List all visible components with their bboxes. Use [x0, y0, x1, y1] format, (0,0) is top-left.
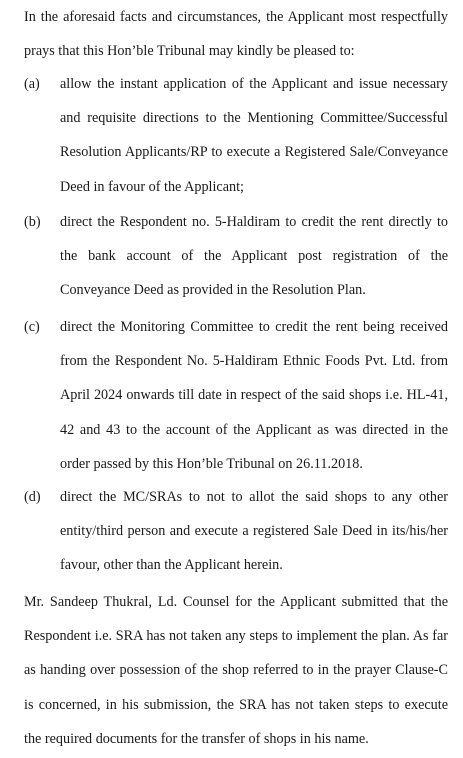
- prayer-item-a: [24, 67, 448, 204]
- prayer-marker: (a): [24, 76, 40, 92]
- prayer-marker: (c): [24, 319, 40, 335]
- intro-paragraph: In the aforesaid facts and circumstances, the Applicant most respectfully prays that this Hon’ble Tribunal may kindly be pleased to:: [24, 9, 448, 60]
- closing-paragraph: Mr. Sandeep Thukral, Ld. Counsel for the Applicant submitted that the Respondent i.e. SRA has not taken any steps to implement the plan. As far as handing over possession of the shop referred to in the prayer Clause-C is concerned, in his submission, the SRA has not taken steps to execute the required documents for the transfer of shops in his name.: [24, 594, 448, 747]
- prayer-item-c: [24, 310, 448, 481]
- prayer-marker: (d): [24, 489, 41, 505]
- prayer-text: direct the MC/SRAs to not to allot the said shops to any other entity/third person and execute a registered Sale Deed in its/his/her favour, other than the Applicant herein.: [60, 489, 448, 574]
- prayer-text: direct the Monitoring Committee to credit the rent being received from the Respondent No. 5-Haldiram Ethnic Foods Pvt. Ltd. from April 2024 onwards till date in respect of the said shops i.e. HL-41, 42 and 43 to the account of the Applicant as was directed in the order passed by this Hon’ble Tribunal on 26.11.2018.: [60, 319, 448, 472]
- prayer-item-b: [24, 205, 448, 308]
- prayer-text: allow the instant application of the Applicant and issue necessary and requisite directions to the Mentioning Committee/Successful Resolution Applicants/RP to execute a Registered Sale/Conveyance Deed in favour of the Applicant;: [60, 76, 448, 195]
- prayer-marker: (b): [24, 214, 41, 230]
- prayer-text: direct the Respondent no. 5-Haldiram to credit the rent directly to the bank account of the Applicant post registration of the Conveyance Deed as provided in the Resolution Plan.: [60, 214, 448, 299]
- prayer-item-d: [24, 480, 448, 583]
